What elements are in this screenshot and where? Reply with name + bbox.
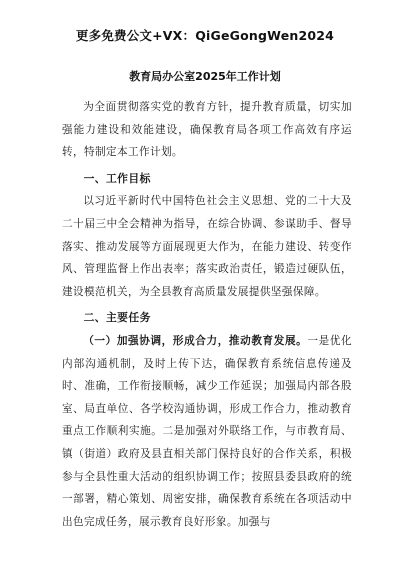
tasks-paragraph [62,330,352,533]
section-heading-goals: 一、工作目标 [83,171,151,185]
document-body [62,96,352,533]
subsection-text: 一是优化内部沟通机制，及时上传下达，确保教育系统信息传递及时、准确，工作衔接顺畅，减少工作延误；加强局内部各股室、局直单位、各学校沟通协调，形成工作合力，推动教育重点工作顺利实施。二是加强对外联络工作，与市教育局、镇（街道）政府及县直相关部门保持良好的合作关系，积极参与全县性重大活动的组织协调工作；按照县委县政府的统一部署，精心策划、周密安排，确保教育系统在各项活动中出色完成任务，展示教育良好形象。加强与 [62,334,352,528]
section-heading-tasks: 二、主要任务 [83,311,151,325]
promo-banner: 更多免费公文+VX：QiGeGongWen2024 [75,28,335,43]
document-title: 教育局办公室2025年工作计划 [129,70,281,83]
intro-paragraph: 为全面贯彻落实党的教育方针，提升教育质量，切实加强能力建设和效能建设，确保教育局各项工作高效有序运转，特制定本工作计划。 [62,101,352,159]
subsection-lead: （一）加强协调，形成合力，推动教育发展。 [83,334,308,347]
goals-paragraph: 以习近平新时代中国特色社会主义思想、党的二十大及二十届三中全会精神为指导，在综合协调、参谋助手、督导落实、推动发展等方面展现更大作为，在能力建设、转变作风、管理监督上作出表率；落实政治责任，锻造过硬队伍，建设模范机关，为全县教育高质量发展提供坚强保障。 [62,195,352,298]
